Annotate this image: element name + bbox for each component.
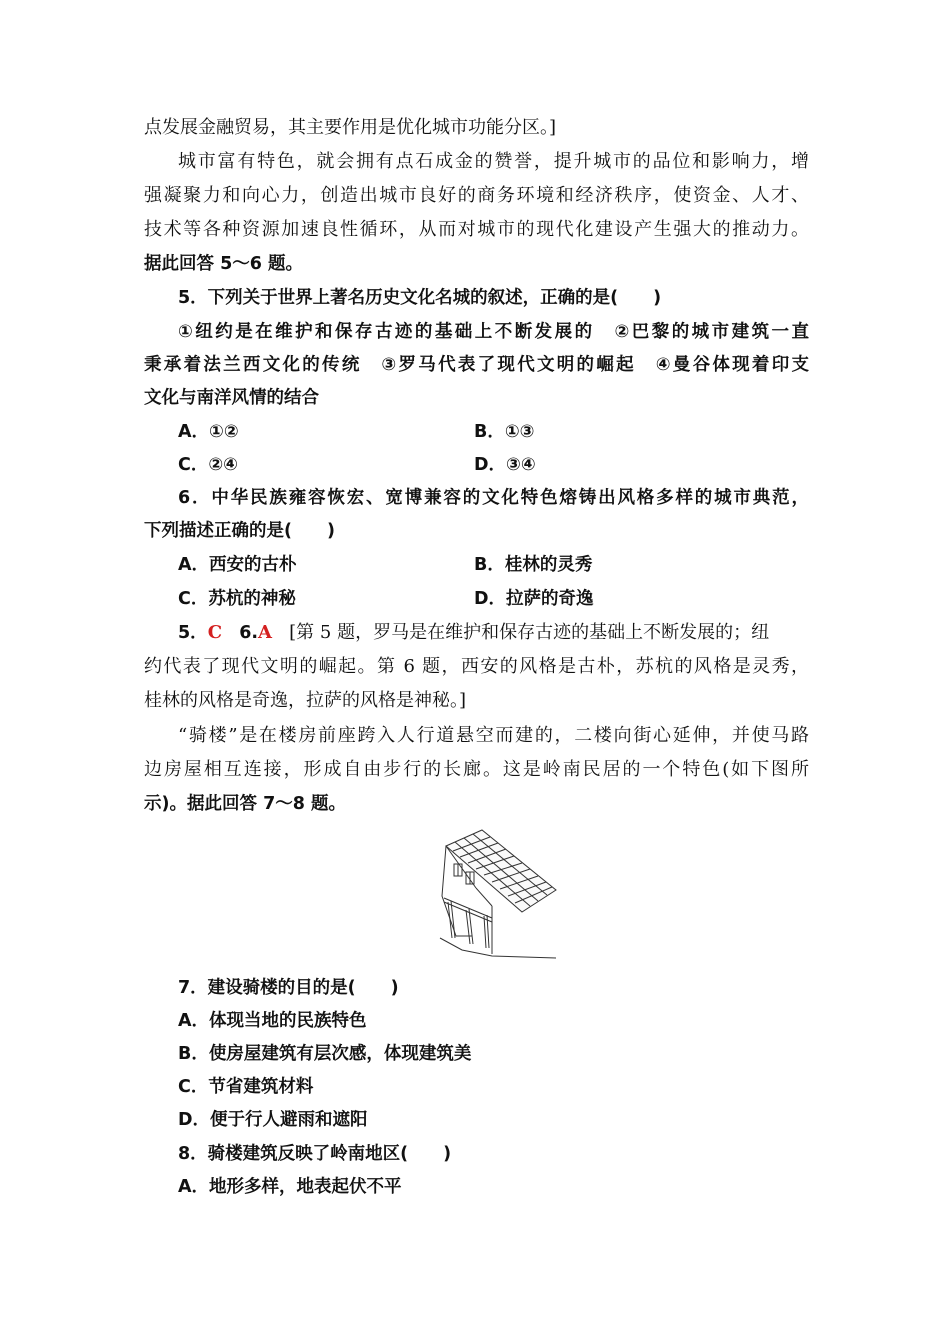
question-8-stem: 8．骑楼建筑反映了岭南地区( ) — [178, 1144, 452, 1164]
answer-6-number: 6. — [239, 623, 259, 643]
option-c: C．节省建筑材料 — [178, 1077, 314, 1097]
option-a: A．体现当地的民族特色 — [178, 1011, 367, 1031]
question-5-statement: 秉承着法兰西文化的传统 ③罗马代表了现代文明的崛起 ④曼谷体现着印支 — [144, 355, 809, 375]
question-5-statement: 文化与南洋风情的结合 — [144, 388, 319, 408]
option-b: B．桂林的灵秀 — [474, 555, 593, 575]
option-c: C．苏杭的神秘 — [178, 589, 296, 609]
question-5-statement: ①纽约是在维护和保存古迹的基础上不断发展的 ②巴黎的城市建筑一直 — [178, 322, 809, 342]
option-a: A．①② — [178, 422, 239, 442]
answer-key-line — [178, 621, 809, 645]
answer-5-letter: C — [207, 622, 223, 643]
question-5-options-row — [178, 420, 809, 444]
passage-line: 边房屋相互连接，形成自由步行的长廊。这是岭南民居的一个特色(如下图所 — [144, 759, 809, 780]
paragraph-line: 强凝聚力和向心力，创造出城市良好的商务环境和经济秩序，使资金、人才、 — [144, 185, 809, 206]
option-c: C．②④ — [178, 455, 238, 475]
answer-5-number: 5． — [178, 623, 208, 643]
answer-6-letter: A — [258, 622, 272, 643]
passage-line: 示)。据此回答 7～8 题。 — [144, 794, 347, 814]
qilou-building-sketch-icon — [432, 826, 562, 962]
question-6-stem: 下列描述正确的是( ) — [144, 521, 335, 541]
option-b: B．①③ — [474, 422, 535, 442]
option-a: A．地形多样，地表起伏不平 — [178, 1177, 402, 1197]
answer-explanation: [第 5 题，罗马是在维护和保存古迹的基础上不断发展的；纽 — [289, 622, 770, 643]
question-6-options-row — [178, 587, 809, 611]
option-d: D．拉萨的奇逸 — [474, 589, 594, 609]
option-b: B．使房屋建筑有层次感，体现建筑美 — [178, 1044, 472, 1064]
question-5-options-row — [178, 453, 809, 477]
question-7-stem: 7．建设骑楼的目的是( ) — [178, 978, 399, 998]
paragraph-line: 城市富有特色，就会拥有点石成金的赞誉，提升城市的品位和影响力，增 — [178, 151, 809, 172]
paragraph-line: 点发展金融贸易，其主要作用是优化城市功能分区。] — [144, 117, 557, 138]
question-6-stem: 6．中华民族雍容恢宏、宽博兼容的文化特色熔铸出风格多样的城市典范， — [178, 488, 809, 508]
paragraph-line: 据此回答 5～6 题。 — [144, 254, 304, 274]
option-d: D．便于行人避雨和遮阳 — [178, 1110, 368, 1130]
question-5-stem: 5．下列关于世界上著名历史文化名城的叙述，正确的是( ) — [178, 288, 662, 308]
question-6-options-row — [178, 553, 809, 577]
answer-explanation-line: 约代表了现代文明的崛起。第 6 题，西安的风格是古朴，苏杭的风格是灵秀， — [144, 656, 809, 677]
paragraph-line: 技术等各种资源加速良性循环，从而对城市的现代化建设产生强大的推动力。 — [144, 219, 809, 240]
option-d: D．③④ — [474, 455, 536, 475]
passage-line: “骑楼”是在楼房前座跨入人行道悬空而建的，二楼向街心延伸，并使马路 — [178, 725, 809, 746]
option-a: A．西安的古朴 — [178, 555, 297, 575]
answer-explanation-line: 桂林的风格是奇逸，拉萨的风格是神秘。] — [144, 690, 467, 711]
